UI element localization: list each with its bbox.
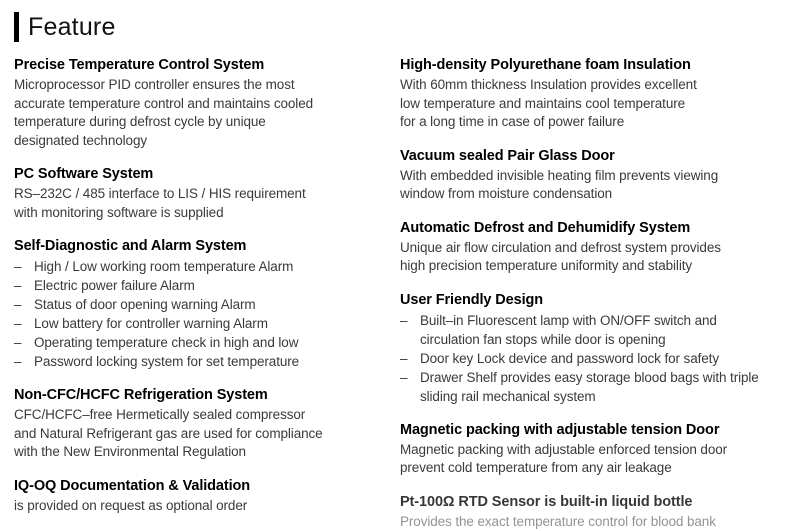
feature-block: [14, 56, 386, 150]
feature-block: [400, 291, 771, 406]
feature-line: temperature during defrost cycle by unique: [14, 113, 386, 132]
list-item-text: – Drawer Shelf provides easy storage blood bags with triple sliding rail mechanical system: [414, 368, 771, 406]
feature-line: window from moisture condensation: [400, 185, 771, 204]
list-item: [14, 333, 386, 352]
feature-line: prevent cold temperature from any air leakage: [400, 459, 771, 478]
feature-list: [14, 257, 386, 371]
feature-block: [400, 56, 771, 132]
feature-line: Unique air flow circulation and defrost system provides: [400, 239, 771, 258]
list-item-text: – Password locking system for set temperature: [28, 352, 386, 371]
feature-line: Microprocessor PID controller ensures the most: [14, 76, 386, 95]
feature-block: [14, 477, 386, 516]
feature-line: accurate temperature control and maintains cooled: [14, 95, 386, 114]
feature-line: Magnetic packing with adjustable enforced tension door: [400, 441, 771, 460]
feature-line: with the New Environmental Regulation: [14, 443, 386, 462]
feature-line: is provided on request as optional order: [14, 497, 386, 516]
feature-line: high precision temperature uniformity and stability: [400, 257, 771, 276]
list-item-text: – Status of door opening warning Alarm: [28, 295, 386, 314]
feature-title: Pt-100Ω RTD Sensor is built-in liquid bottle: [400, 493, 771, 511]
list-item-text: – Operating temperature check in high and low: [28, 333, 386, 352]
page-title-text: Feature: [28, 12, 116, 42]
feature-line: Provides the exact temperature control for blood bank: [400, 513, 771, 531]
feature-block: [14, 165, 386, 222]
left-column: [14, 56, 400, 531]
list-item: [14, 257, 386, 276]
feature-title: High-density Polyurethane foam Insulation: [400, 56, 771, 74]
list-item: [14, 314, 386, 333]
feature-title: Vacuum sealed Pair Glass Door: [400, 147, 771, 165]
feature-line: With 60mm thickness Insulation provides excellent: [400, 76, 771, 95]
feature-line: With embedded invisible heating film prevents viewing: [400, 167, 771, 186]
feature-block: [14, 386, 386, 462]
feature-list: [400, 311, 771, 406]
feature-line: designated technology: [14, 132, 386, 151]
feature-block: [400, 493, 771, 531]
feature-title: Magnetic packing with adjustable tension Door: [400, 421, 771, 439]
feature-block: [14, 237, 386, 371]
feature-title: PC Software System: [14, 165, 386, 183]
list-item: [14, 352, 386, 371]
feature-line: CFC/HCFC–free Hermetically sealed compressor: [14, 406, 386, 425]
feature-line: with monitoring software is supplied: [14, 204, 386, 223]
page-title: [14, 12, 771, 42]
feature-line: RS–232C / 485 interface to LIS / HIS requirement: [14, 185, 386, 204]
list-item: [14, 276, 386, 295]
feature-title: Automatic Defrost and Dehumidify System: [400, 219, 771, 237]
list-item: [400, 368, 771, 406]
list-item: [400, 349, 771, 368]
feature-block: [400, 219, 771, 276]
list-item: [400, 311, 771, 349]
list-item-text: – High / Low working room temperature Alarm: [28, 257, 386, 276]
feature-line: for a long time in case of power failure: [400, 113, 771, 132]
right-column: [400, 56, 771, 531]
list-item-text: – Low battery for controller warning Alarm: [28, 314, 386, 333]
feature-block: [400, 147, 771, 204]
feature-title: IQ-OQ Documentation & Validation: [14, 477, 386, 495]
feature-title: Self-Diagnostic and Alarm System: [14, 237, 386, 255]
feature-block: [400, 421, 771, 478]
list-item-text: – Door key Lock device and password lock for safety: [414, 349, 771, 368]
feature-title: Non-CFC/HCFC Refrigeration System: [14, 386, 386, 404]
feature-line: low temperature and maintains cool temperature: [400, 95, 771, 114]
list-item-text: – Electric power failure Alarm: [28, 276, 386, 295]
title-accent-bar: [14, 12, 19, 42]
list-item: [14, 295, 386, 314]
feature-title: Precise Temperature Control System: [14, 56, 386, 74]
list-item-text: – Built–in Fluorescent lamp with ON/OFF switch and circulation fan stops while door is opening: [414, 311, 771, 349]
feature-title: User Friendly Design: [400, 291, 771, 309]
feature-columns: [14, 56, 771, 531]
feature-line: and Natural Refrigerant gas are used for compliance: [14, 425, 386, 444]
